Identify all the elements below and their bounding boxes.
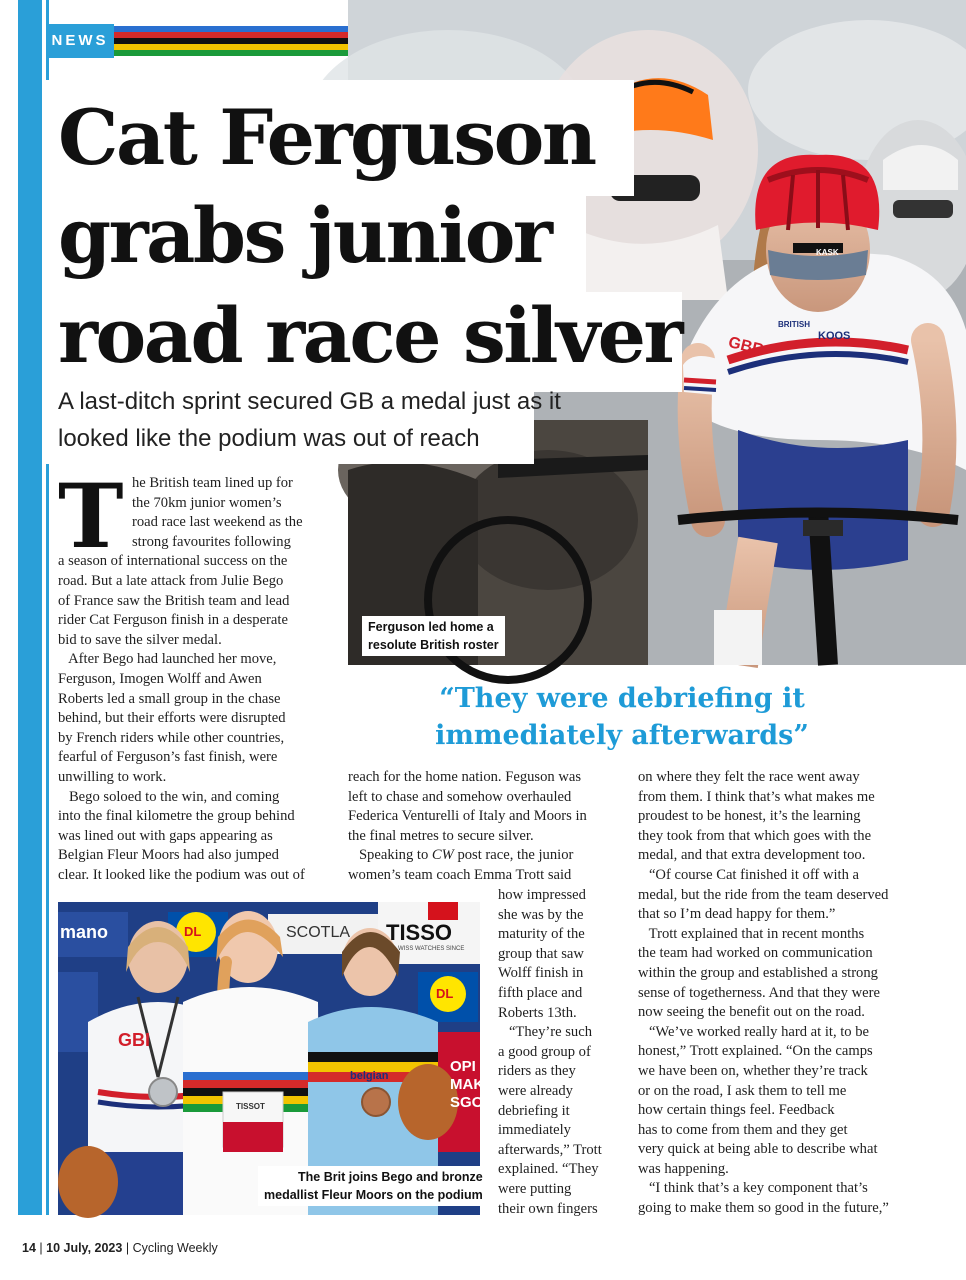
body-text-line: Trott explained that in recent months	[638, 925, 865, 942]
body-text-line: from them. I think that’s what makes me	[638, 788, 875, 805]
body-text-line: the final metres to secure silver.	[348, 827, 534, 844]
body-text-line: he British team lined up for	[132, 475, 293, 491]
body-text-line: reach for the home nation. Feguson was	[348, 769, 582, 785]
body-text-line: within the group and established a strong	[638, 964, 878, 981]
hero-caption	[362, 616, 505, 656]
podium-side-sign	[450, 1058, 493, 1112]
hero-jersey-chest: GBR	[726, 333, 766, 360]
body-text-line: immediately	[498, 1122, 571, 1139]
podium-sign-brand1: mano	[60, 922, 109, 942]
podium-side-text: OPI	[450, 1058, 476, 1075]
body-text-line: “Of course Cat finished it off with a	[638, 866, 860, 883]
headline-line-1: Cat Ferguson	[58, 93, 595, 182]
podium-jersey-bel: belgian	[350, 1070, 389, 1082]
body-text-line: the 70km junior women’s	[132, 494, 282, 511]
body-text-line: women’s team coach Emma Trott said	[348, 866, 572, 883]
body-text-line: “I think that’s a key component that’s	[638, 1180, 868, 1197]
pull-quote-line: “They were debriefing it	[439, 683, 805, 714]
podium-jersey-gbr: GBI	[118, 1030, 151, 1050]
body-text-line: very quick at being able to describe what	[638, 1141, 878, 1158]
body-text-line: we have been on, whether they’re track	[638, 1062, 868, 1079]
body-text-line: Ferguson, Imogen Wolff and Awen	[58, 670, 262, 687]
body-text-line: medal, and that extra development too.	[638, 847, 866, 864]
hero-jersey-sponsor: KOOS	[818, 330, 851, 342]
pull-quote-line: immediately afterwards”	[435, 720, 809, 751]
body-text-line: Roberts led a small group in the chase	[58, 690, 281, 707]
body-text-line: she was by the	[498, 906, 584, 923]
body-text-line: After Bego had launched her move,	[58, 651, 277, 668]
podium-trophy-label: TISSOT	[236, 1102, 265, 1111]
body-text-line: they took from that which goes with the	[638, 827, 872, 844]
body-text-line: bid to save the silver medal.	[58, 631, 222, 648]
body-text-line: were putting	[498, 1180, 572, 1197]
body-text-line: or on the road, I ask them to tell me	[638, 1082, 847, 1099]
magazine-name: Cycling Weekly	[132, 1241, 218, 1255]
hero-caption-line: Ferguson led home a	[368, 620, 494, 634]
hero-caption-line: resolute British roster	[368, 638, 499, 652]
body-text-line: behind, but their efforts were disrupted	[58, 710, 286, 727]
body-text-line: into the final kilometre the group behind	[58, 808, 295, 825]
body-text-line: by French riders while other countries,	[58, 729, 285, 746]
body-text-line: explained. “They	[498, 1161, 599, 1178]
body-text-line: riders as they	[498, 1063, 576, 1080]
podium-caption	[258, 1166, 489, 1206]
body-column-3	[638, 768, 928, 1219]
body-text-line: unwilling to work.	[58, 768, 167, 785]
body-text-line: debriefing it	[498, 1102, 570, 1119]
body-text-line: has to come from them and they get	[638, 1121, 848, 1138]
body-text-line: going to make them so good in the future,”	[638, 1200, 889, 1217]
body-text-line: maturity of the	[498, 926, 585, 943]
pull-quote	[348, 680, 896, 754]
podium-side-text: MAK	[450, 1076, 485, 1093]
body-text-line: “They’re such	[498, 1024, 593, 1041]
body-text-line: how certain things feel. Feedback	[638, 1102, 835, 1119]
section-label: NEWS	[46, 24, 114, 58]
podium-sign-brand5: DL	[436, 986, 454, 1001]
page-number: 14	[22, 1241, 36, 1255]
body-text-line: honest,” Trott explained. “On the camps	[638, 1043, 873, 1060]
podium-sign-brand2: DL	[184, 924, 202, 939]
body-text-line: medal, but the ride from the team deserved	[638, 886, 889, 903]
podium-caption-line: medallist Fleur Moors on the podium	[264, 1188, 483, 1202]
body-text-line: sense of togetherness. And that they were	[638, 984, 880, 1001]
headline-line-2: grabs junior	[58, 191, 551, 280]
body-text-line: “We’ve worked really hard at it, to be	[638, 1023, 870, 1040]
body-text-line: their own fingers	[498, 1200, 598, 1217]
body-text-line: that so I’m dead happy for them.”	[638, 906, 836, 923]
body-text-line: Wolff finish in	[498, 965, 584, 982]
body-text-line: afterwards,” Trott	[498, 1141, 602, 1158]
body-text-line: fifth place and	[498, 984, 583, 1001]
hero-helmet-brand: KASK	[816, 248, 839, 257]
body-text-line: of France saw the British team and lead	[58, 592, 290, 609]
body-text-line: Bego soloed to the win, and coming	[58, 788, 280, 805]
page-footer	[22, 1241, 218, 1255]
left-accent-bar	[18, 0, 42, 1215]
body-text-line: fearful of Ferguson’s fast finish, were	[58, 749, 278, 766]
hero-jersey-chest2: BRITISH	[778, 320, 810, 329]
podium-sign-brand3: SCOTLA	[286, 924, 351, 941]
podium-side-text: SGOV	[450, 1094, 494, 1111]
footer-separator: |	[125, 1241, 133, 1255]
footer-separator: |	[39, 1241, 47, 1255]
body-text-line: left to chase and somehow overhauled	[348, 788, 572, 805]
body-text-line: were already	[498, 1082, 573, 1099]
body-text-line: proudest to be honest, it’s the learning	[638, 808, 861, 825]
body-text-line: road. But a late attack from Julie Bego	[58, 572, 284, 589]
podium-sign-brand4: TISSO	[386, 920, 453, 945]
body-text-line: Speaking to CW post race, the junior	[348, 847, 574, 864]
body-text-line: on where they felt the race went away	[638, 769, 860, 785]
body-text-line: road race last weekend as the	[132, 514, 303, 531]
body-text-line: rider Cat Ferguson finish in a desperate	[58, 612, 288, 629]
body-column-2	[348, 768, 628, 886]
body-text-line: Federica Venturelli of Italy and Moors in	[348, 808, 587, 825]
body-text-line: a season of international success on the	[58, 553, 288, 570]
body-text-line: Roberts 13th.	[498, 1004, 577, 1021]
body-text-line: the team had worked on communication	[638, 945, 873, 962]
standfirst-line-1: A last-ditch sprint secured GB a medal just as it	[58, 388, 561, 415]
body-text-line: group that saw	[498, 945, 584, 962]
body-text-line: was happening.	[638, 1160, 729, 1177]
standfirst-line-2: looked like the podium was out of reach	[58, 425, 480, 452]
body-text-line: now seeing the benefit out on the road.	[638, 1004, 865, 1021]
podium-sign-brand4-tag: WISS WATCHES SINCE	[398, 946, 465, 952]
body-column-2-narrow	[498, 886, 628, 1219]
headline-line-3: road race silver	[58, 291, 682, 380]
podium-caption-line: The Brit joins Bego and bronze	[298, 1170, 483, 1184]
body-column-1	[58, 464, 338, 885]
body-text-line: clear. It looked like the podium was out of	[58, 866, 305, 883]
body-text-line: how impressed	[498, 887, 586, 903]
body-text-line: strong favourites following	[132, 533, 291, 550]
body-text-line: a good group of	[498, 1043, 591, 1060]
body-text-line: Belgian Fleur Moors had also jumped	[58, 847, 279, 864]
drop-cap: T	[58, 464, 124, 568]
body-text-line: was lined out with gaps appearing as	[58, 827, 273, 844]
issue-date: 10 July, 2023	[46, 1241, 123, 1255]
